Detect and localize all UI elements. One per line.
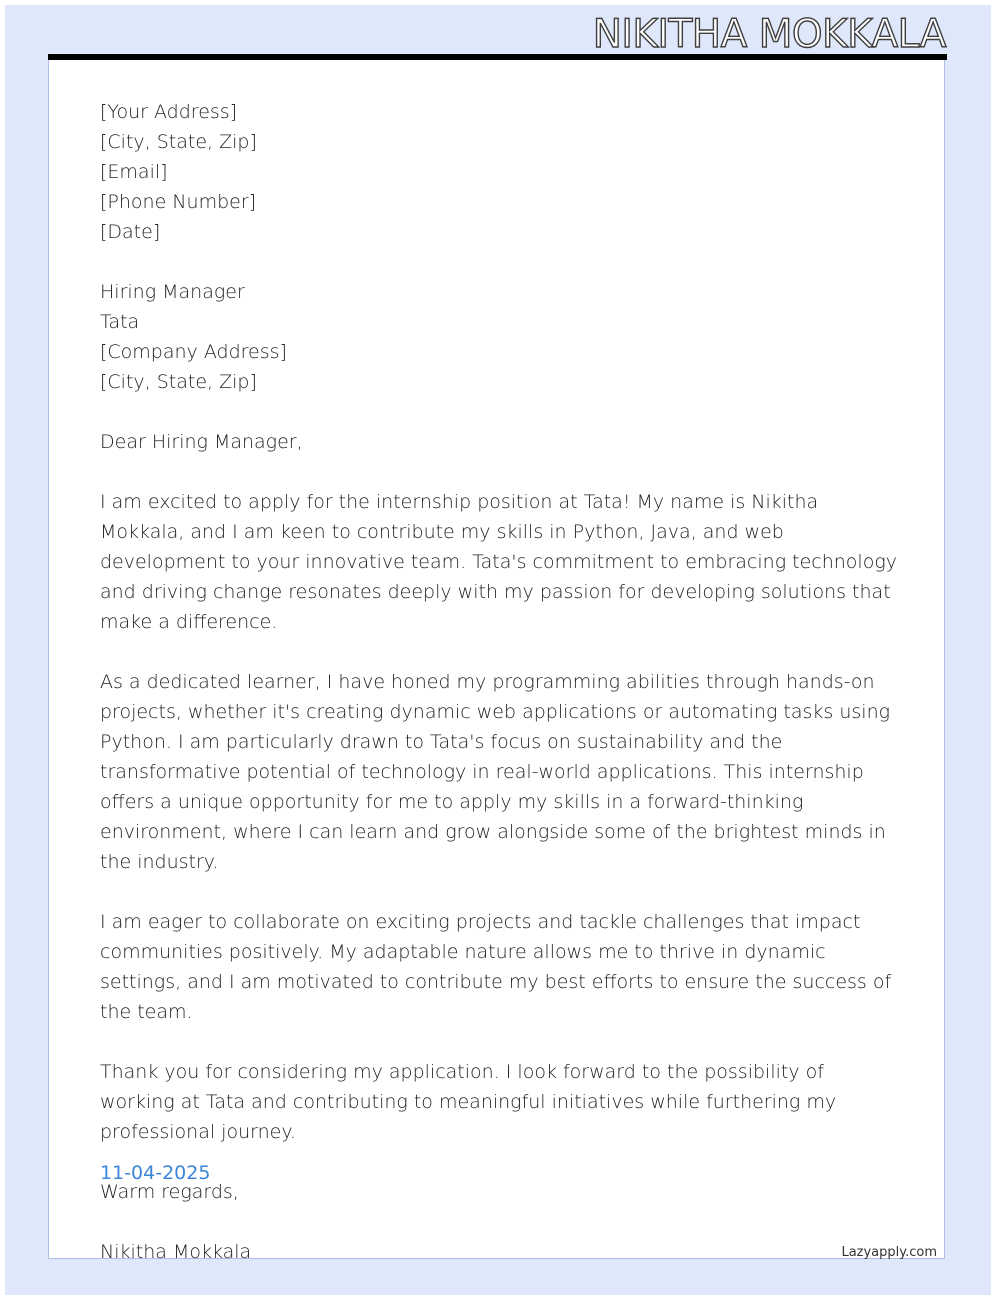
sender-date: [Date] [100,221,161,243]
paragraph-3: I am eager to collaborate on exciting projects and tackle challenges that impact communities positively. My adaptable nature allows me to thrive in dynamic settings, and I am motivated to contribute my best efforts to ensure the success of the team. [100,911,892,1023]
recipient-company: Tata [100,311,140,333]
signature-date: 11-04-2025 [100,1162,211,1184]
signature-name: Nikitha Mokkala [100,1241,252,1263]
recipient-title: Hiring Manager [100,281,245,303]
recipient-city-state-zip: [City, State, Zip] [100,371,257,393]
footer-brand[interactable]: Lazyapply.com [841,1245,937,1260]
header-name: NIKITHA MOKKALA [592,12,946,57]
salutation: Dear Hiring Manager, [100,431,303,453]
paragraph-2: As a dedicated learner, I have honed my programming abilities through hands-on projects, whether it's creating dynamic web applications or automating tasks using Python. I am particularly drawn to Tata's focus on sustainability and the transformative potential of technology in real-world applications. This internship offers a unique opportunity for me to apply my skills in a forward-thinking environment, where I can learn and grow alongside some of the brightest minds in the industry. [100,671,891,873]
letter-body [100,97,900,1267]
paragraph-4: Thank you for considering my application. I look forward to the possibility of working at Tata and contributing to meaningful initiatives while furthering my professional journey. [100,1061,837,1143]
sender-email: [Email] [100,161,168,183]
closing: Warm regards, [100,1181,239,1203]
sender-city-state-zip: [City, State, Zip] [100,131,257,153]
recipient-company-address: [Company Address] [100,341,287,363]
paragraph-1: I am excited to apply for the internship position at Tata! My name is Nikitha Mokkala, and I am keen to contribute my skills in Python, Java, and web development to your innovative team. Tata's commitment to embracing technology and driving change resonates deeply with my passion for developing solutions that make a difference. [100,491,897,633]
sender-address: [Your Address] [100,101,238,123]
sender-phone: [Phone Number] [100,191,257,213]
